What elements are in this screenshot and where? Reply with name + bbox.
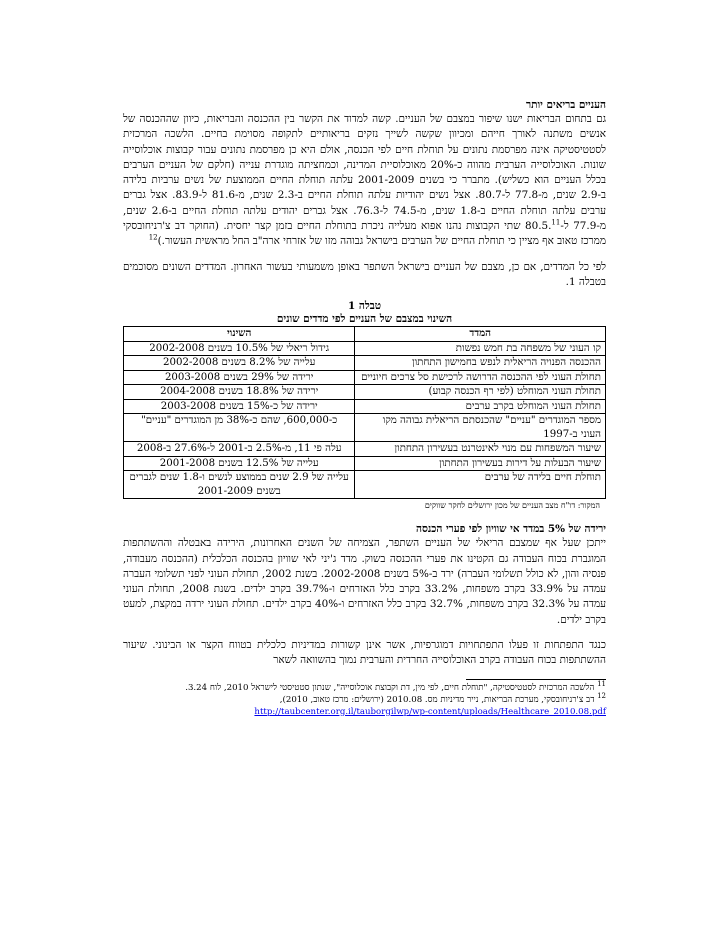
- footnote-number: 11: [597, 679, 606, 688]
- table-row: [124, 370, 606, 385]
- table-cell-change: ירידה של כ-15% בשנים 2003-2008: [124, 399, 355, 414]
- footnote-separator: [466, 679, 606, 680]
- footnote-ref-11[interactable]: 11: [551, 218, 561, 227]
- paragraph-inequality: ייתכן שעל אף שמצבם הריאלי של העניים השתפר, הצמיחה של השנים האחרונות, הירידה באבטלה וההשתתפות המוגברת בכוח העבודה גם הקטינו את פערי ההכנסה בשוק. מדד ג'יני לאי שוויון בהכנסה הכלכלית (ההכנסה מעבודה, פנסיה והון, לא כולל תשלומי העברה) ירד ב-5% בשנים 2002-2008. בשנת 2002, תחולת העוני לפני תשלומי העברה עמדה על 33.9% בקרב משפחות, 33.2% בקרב כלל האזרחים ו-39.7% בקרב ילדים. בשנת 2008, תחולת העוני עמדה על 32.3% בקרב משפחות, 32.7% בקרב כלל האזרחים ו-40% בקרב ילדים. תחולת העוני ירדה במקצת, למעט בקרב ילדים.: [123, 537, 606, 626]
- table-row: [124, 456, 606, 471]
- table-cell-change: גידול ריאלי של 10.5% בשנים 2002-2008: [124, 341, 355, 356]
- footnote-text: דב צ'רניחובסקי, מערכת הבריאות, נייר מדיניות מס. 2010.08 (ירושלים: מרכז טאוב, 2010),: [279, 694, 595, 705]
- table-cell-measure: תחולת העוני לפי ההכנסה הדרושה לרכישת סל צרכים חיוניים: [355, 370, 606, 385]
- column-header-change: השינוי: [124, 327, 355, 342]
- table-row: [124, 414, 606, 442]
- table-cell-change: עלה פי 11, מ-2.5% ב-2001 ל-27.6% ב-2008: [124, 442, 355, 457]
- table-cell-change: עלייה של 8.2% בשנים 2002-2008: [124, 356, 355, 371]
- table-title: השינוי במצבם של העניים לפי מדדים שונים: [276, 313, 453, 326]
- table-row: [124, 385, 606, 400]
- table-cell-measure: תחולת העוני המוחלט (לפי רף הכנסה קבוע): [355, 385, 606, 400]
- paragraph-summary: לפי כל המדדים, אם כן, מצבם של העניים בישראל השתפר באופן משמעותי בעשור האחרון. המדדים השונים מסוכמים בטבלה 1.: [123, 260, 606, 288]
- table-cell-change: כ-600,000, שהם כ-38% מן המוגדרים "עניים": [124, 414, 355, 442]
- table-cell-change: ירידה של 18.8% בשנים 2004-2008: [124, 385, 355, 400]
- column-header-measure: המדד: [355, 327, 606, 342]
- table-row: [124, 442, 606, 457]
- paragraph-health: [123, 112, 606, 250]
- footnote-number: 12: [597, 691, 606, 700]
- paragraph-health-part-a: גם בתחום הבריאות ישנו שיפור במצבם של העניים. קשה למדוד את הקשר בין ההכנסה והבריאות, כיוון שההכנסה של אנשים משתנה לאורך חייהם ומכיוון שקשה לשייך נזקים בריאותיים לתקופה מסוימת בחיים. הלשכה המרכזית לסטטיסטיקה אינה מפרסמת נתונים על תוחלת חיים לפי הכנסה, אולם היא כן מפרסמת נתונים עבור קבוצות אוכלוסייה שונות. האוכלוסייה הערבית מהווה כ-20% מאוכלוסיית המדינה, וכמחציתה מוגדרת ענייה (חלקם של העניים הערבים בכלל העניים הוא כשליש). מתברר כי בשנים 2001-2009 עלתה תוחלת החיים הממוצעת של נשים ערביות בלידה ב-2.9 שנים, מ-77.8 ל-80.7. אצל נשים יהודיות עלתה תוחלת החיים ב-2.3 שנים, מ-81.6 ל-83.9. אצל גברים ערבים עלתה תוחלת החיים ב-1.8 שנים, מ-74.5 ל-76.3. אצל גברים יהודים עלתה תוחלת החיים ב-2.6 שנים, מ-77.9 ל-80.5.: [123, 113, 606, 233]
- table-cell-measure: שיעור הבעלות על דירות בעשירון התחתון: [355, 456, 606, 471]
- footnote-12: [123, 691, 606, 718]
- table-cell-change: ירידה של 29% בשנים 2003-2008: [124, 370, 355, 385]
- section-heading-inequality: ירידה של 5% במדד אי שוויון לפי פערי הכנסה: [416, 523, 606, 536]
- table-cell-measure: מספר המוגדרים "עניים" שהכנסתם הריאלית גבוהה מקו העוני ב-1997: [355, 414, 606, 442]
- table-header-row: [124, 327, 606, 342]
- table-cell-measure: תחולת העוני המוחלט בקרב ערבים: [355, 399, 606, 414]
- footnote-ref-12[interactable]: 12: [148, 233, 158, 242]
- table-row: [124, 471, 606, 499]
- table-row: [124, 399, 606, 414]
- table-cell-measure: שיעור המשפחות עם מנוי לאינטרנט בעשירון התחתון: [355, 442, 606, 457]
- section-heading-health: העניים בריאים יותר: [526, 99, 606, 111]
- page-content: [123, 98, 606, 718]
- table-caption: טבלה 1: [348, 300, 381, 313]
- footnote-link[interactable]: http://taubcenter.org.il/tauborgilwp/wp-content/uploads/Healthcare_2010.08.pdf: [254, 706, 606, 717]
- paragraph-demographics: כנגד התפתחות זו פעלו התפתחויות דמוגרפיות, אשר אינן קשורות במדיניות כלכלית בטווח הקצר או הבינוני. שיעור ההשתתפות בכוח העבודה בקרב האוכלוסייה החרדית והערבית נמוך בהשוואה לשאר: [123, 639, 606, 667]
- table-cell-measure: ההכנסה הפנויה הריאלית לנפש בחמישון התחתון: [355, 356, 606, 371]
- footnote-text: הלשכה המרכזית לסטטיסטיקה, "תוחלת חיים, לפי מין, דת וקבוצת אוכלוסייה", שנתון סטטיסטי לישראל 2010, לוח 3.24.: [185, 682, 595, 693]
- table-cell-change: עלייה של 12.5% בשנים 2001-2008: [124, 456, 355, 471]
- table-cell-measure: קו העוני של משפחה בת חמש נפשות: [355, 341, 606, 356]
- table-cell-measure: תוחלת חיים בלידה של ערבים: [355, 471, 606, 499]
- indicators-table: [123, 326, 606, 499]
- table-cell-change: עלייה של 2.9 שנים בממוצע לנשים ו-1.8 שנים לגברים בשנים 2001-2009: [124, 471, 355, 499]
- paragraph-health-part-b: שתי הקבוצות נהנו אפוא מעלייה ניכרת בתוחלת החיים בזמן קצר יחסית. (החוקר דב צ'רניחובסקי ממרכז טאוב אף מציין כי תוחלת החיים של הערבים בישראל גבוהה מזו של אזרחי ארה"ב החל מראשית העשור.): [123, 220, 606, 248]
- table-row: [124, 341, 606, 356]
- table-row: [124, 356, 606, 371]
- footnote-11: [123, 679, 606, 694]
- table-source-note: המקור: דו"ח מצב העניים של מכון ירושלים לחקר שווקים: [424, 501, 600, 511]
